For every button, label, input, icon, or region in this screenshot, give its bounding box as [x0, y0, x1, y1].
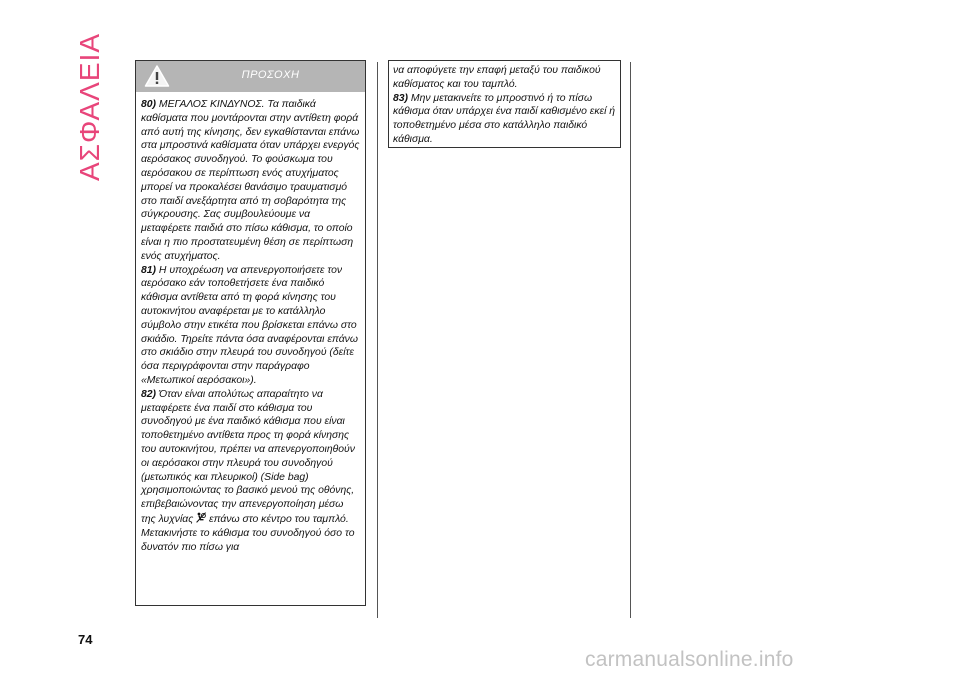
note-82-continued [393, 64, 616, 92]
note-text: Μην μετακινείτε το μπροστινό ή το πίσω κάθισμα όταν υπάρχει ένα παιδί καθισμένο εκεί ή τοποθετημένο μέσα στο κατάλληλο παιδικό κάθισμα. [393, 92, 616, 145]
note-number: 83) [393, 92, 409, 104]
column-divider-left [377, 62, 378, 618]
watermark: carmanualsonline.info [585, 648, 794, 671]
airbag-off-icon [196, 512, 206, 523]
note-text: Η υποχρέωση να απενεργοποιήσετε τον αερόσακο εάν τοποθετήσετε ένα παιδικό κάθισμα αντίθετα από τη φορά κίνησης του αυτοκινήτου αναφέρεται με το κατάλληλο σύμβολο στην ετικέτα που βρίσκεται επάνω στο σκιάδιο. Τηρείτε πάντα όσα αναφέρονται επάνω στο σκιάδιο στην πλευρά του συνοδηγού (δείτε όσα περιγράφονται στην παράγραφο «Μετωπικοί αερόσακοι»). [141, 264, 358, 386]
note-number: 80) [141, 99, 157, 110]
section-title [72, 32, 108, 182]
warning-box-continued [388, 60, 621, 148]
note-80 [141, 98, 360, 264]
note-number: 82) [141, 388, 157, 400]
section-title-text: ΑΣΦΑΛΕΙΑ [74, 32, 105, 182]
warning-body [136, 92, 365, 554]
note-number: 81) [141, 264, 157, 276]
column-divider-right [630, 62, 631, 618]
note-text: επάνω στο κέντρο του ταμπλό. Μετακινήστε το κάθισμα του συνοδηγού όσο το δυνατόν πιο πίσω για [141, 513, 355, 553]
warning-header [136, 61, 365, 92]
note-83 [393, 92, 616, 147]
note-81 [141, 264, 360, 388]
note-text: ΜΕΓΑΛΟΣ ΚΙΝΔΥΝΟΣ. Τα παιδικά καθίσματα που μοντάρονται στην αντίθετη φορά από αυτή της κίνησης, δεν εγκαθίστανται επάνω στα μπροστινά καθίσματα όταν υπάρχει ενεργός αερόσακος συνοδηγού. Το φούσκωμα του αερόσακου σε περίπτωση ενός ατυχήματος μπορεί να προκαλέσει θανάσιμο τραυματισμό στο παιδί ανεξάρτητα από τη σοβαρότητα της σύγκρουσης. Σας συμβουλεύουμε να μεταφέρετε παιδιά στο πίσω κάθισμα, το οποίο είναι η πιο προστατευμένη θέση σε περίπτωση ενός ατυχήματος. [141, 99, 360, 262]
note-82 [141, 388, 360, 555]
warning-triangle-icon [144, 64, 170, 88]
page-number: 74 [78, 632, 93, 647]
warning-box [135, 60, 366, 606]
note-text: να αποφύγετε την επαφή μεταξύ του παιδικού καθίσματος και του ταμπλό. [393, 65, 601, 90]
warning-title: ΠΡΟΣΟΧΗ [241, 69, 300, 81]
note-text: Όταν είναι απολύτως απαραίτητο να μεταφέρετε ένα παιδί στο κάθισμα του συνοδηγού με ένα παιδικό κάθισμα που είναι τοποθετημένο αντίθετα προς τη φορά κίνησης του αυτοκινήτου, πρέπει να απενεργοποιηθούν οι αερόσακοι στην πλευρά του συνοδηγού (μετωπικός και πλευρικοί) (Side bag) χρησιμοποιώντας το βασικό μενού της οθόνης, επιβεβαιώνοντας την απενεργοποίηση μέσω της λυχνίας [141, 388, 355, 525]
